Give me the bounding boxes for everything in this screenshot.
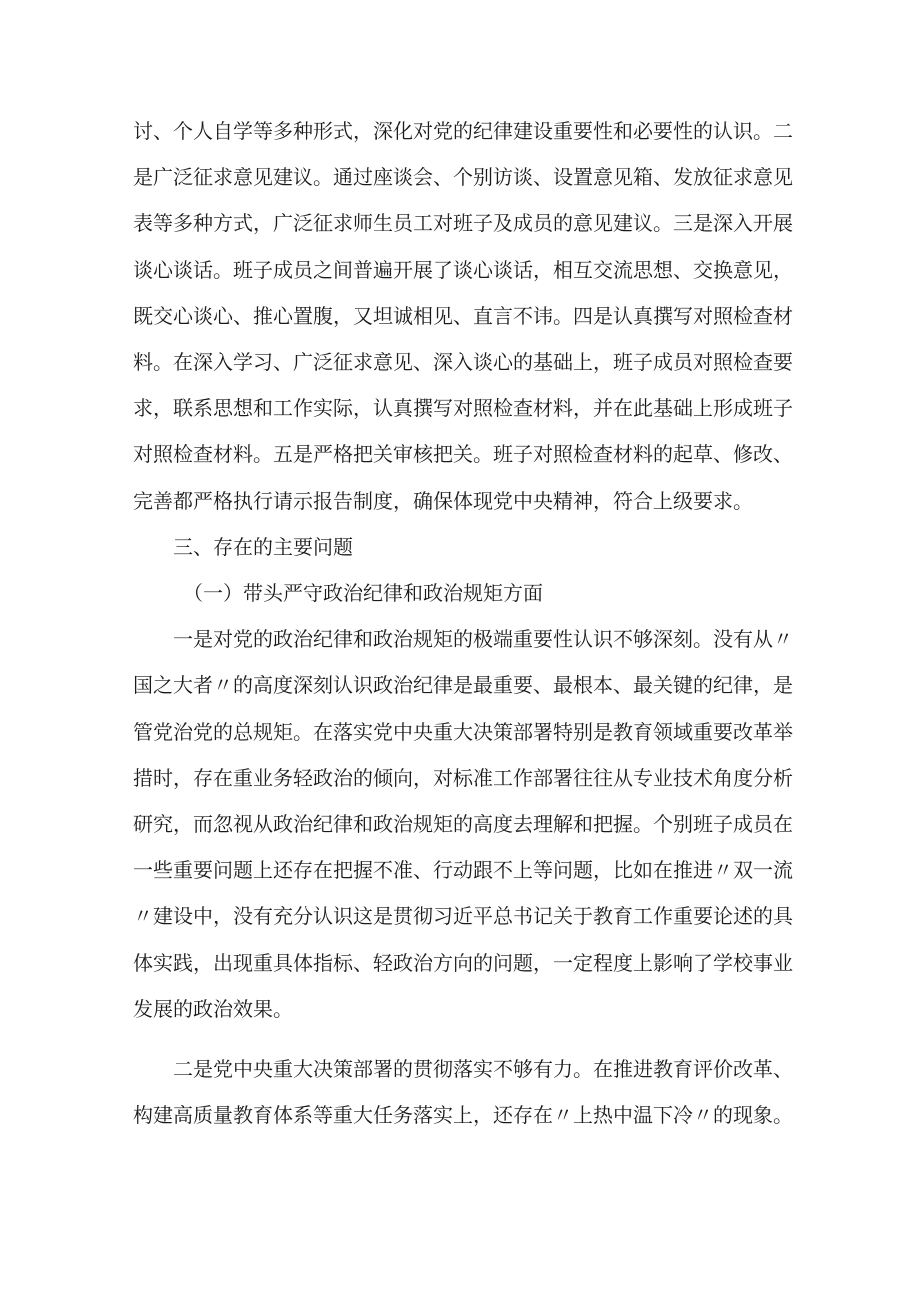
paragraph-continued: 讨、个人自学等多种形式，深化对党的纪律建设重要性和必要性的认识。二是广泛征求意见建议。通过座谈会、个别访谈、设置意见箱、发放征求意见表等多种方式，广泛征求师生员工对班子及成员的意见建议。三是深入开展谈心谈话。班子成员之间普遍开展了谈心谈话，相互交流思想、交换意见，既交心谈心、推心置腹，又坦诚相见、直言不讳。四是认真撰写对照检查材料。在深入学习、广泛征求意见、深入谈心的基础上，班子成员对照检查要求，联系思想和工作实际，认真撰写对照检查材料，并在此基础上形成班子对照检查材料。五是严格把关审核把关。班子对照检查材料的起草、修改、完善都严格执行请示报告制度，确保体现党中央精神，符合上级要求。 [133,119,793,513]
paragraph-problem-one: 一是对党的政治纪律和政治规矩的极端重要性认识不够深刻。没有从〃国之大者〃的高度深刻认识政治纪律是最重要、最根本、最关键的纪律，是管党治党的总规矩。在落实党中央重大决策部署特别是教育领域重要改革举措时，存在重业务轻政治的倾向，对标准工作部署往往从专业技术角度分析研究，而忽视从政治纪律和政治规矩的高度去理解和把握。个别班子成员在一些重要问题上还存在把握不准、行动跟不上等问题，比如在推进〃双一流〃建设中，没有充分认识这是贯彻习近平总书记关于教育工作重要论述的具体实践，出现重具体指标、轻政治方向的问题，一定程度上影响了学校事业发展的政治效果。 [133,627,793,1021]
paragraph-problem-two: 二是党中央重大决策部署的贯彻落实不够有力。在推进教育评价改革、构建高质量教育体系等重大任务落实上，还存在〃上热中温下冷〃的现象。 [133,1057,793,1128]
section-heading: 三、存在的主要问题 [173,534,353,559]
document-body [133,108,793,1138]
subsection-heading: （一）带头严守政治纪律和政治规矩方面 [183,581,543,606]
